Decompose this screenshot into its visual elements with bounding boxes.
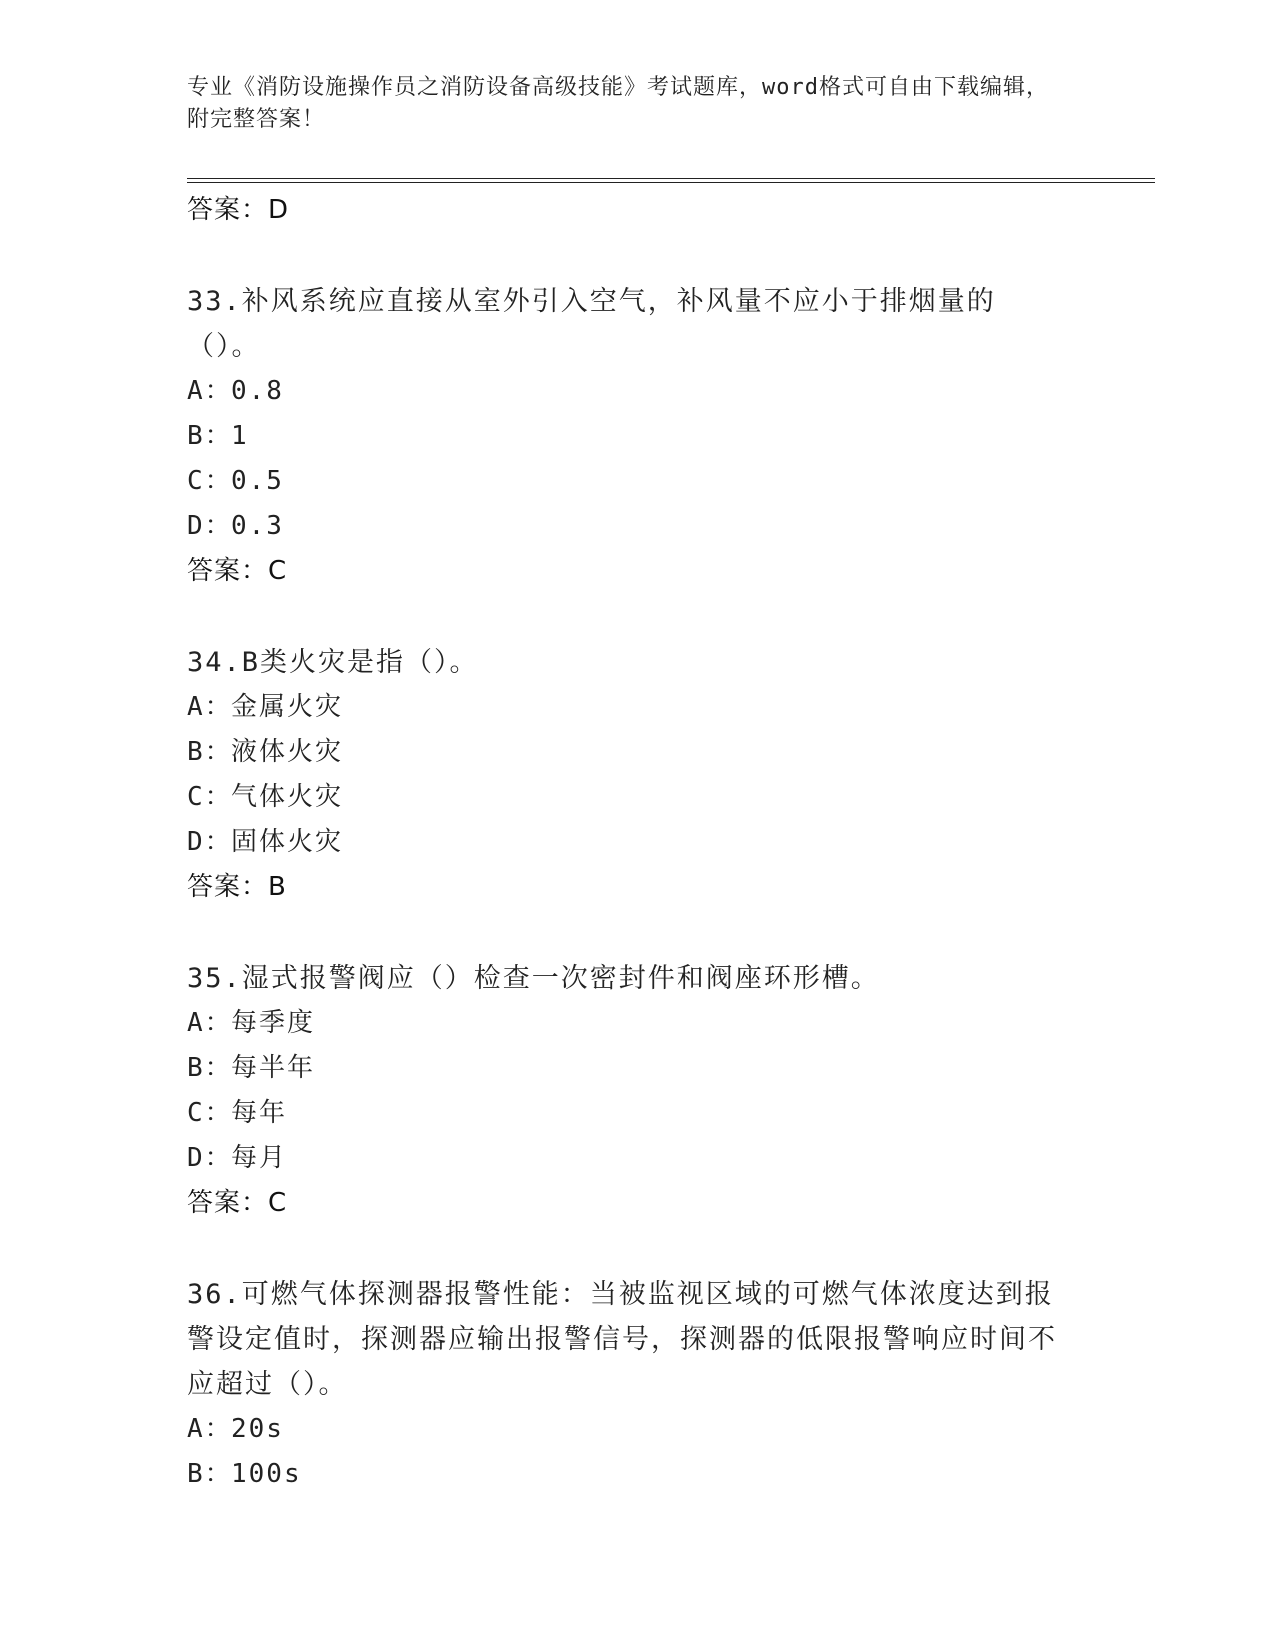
spacer xyxy=(187,910,1087,956)
question-text: 36.可燃气体探测器报警性能：当被监视区域的可燃气体浓度达到报警设定值时，探测器应输出报警信号，探测器的低限报警响应时间不应超过（）。 xyxy=(187,1279,1057,1400)
option-key: A： xyxy=(187,1008,233,1038)
option-key: B： xyxy=(187,421,233,451)
option-key: C： xyxy=(187,782,233,812)
option-a xyxy=(187,1407,1087,1452)
option-key: D： xyxy=(187,1143,233,1173)
document-header: 专业《消防设施操作员之消防设备高级技能》考试题库，word格式可自由下载编辑，附完整答案！ xyxy=(187,75,1049,132)
question-text: 33.补风系统应直接从室外引入空气，补风量不应小于排烟量的（）。 xyxy=(187,286,996,362)
header-divider-top xyxy=(187,178,1155,179)
option-key: A： xyxy=(187,1414,233,1444)
option-key: A： xyxy=(187,376,233,406)
option-c xyxy=(187,775,1087,820)
answer-line: 答案：C xyxy=(187,556,288,586)
option-value: 固体火灾 xyxy=(231,827,344,857)
option-key: D： xyxy=(187,511,233,541)
option-value: 1 xyxy=(231,421,249,451)
option-b xyxy=(187,730,1087,775)
option-value: 每半年 xyxy=(231,1053,316,1083)
question-list xyxy=(187,188,1087,1497)
option-d xyxy=(187,820,1087,865)
option-d xyxy=(187,1136,1087,1181)
option-value: 每季度 xyxy=(231,1008,316,1038)
option-key: B： xyxy=(187,737,233,767)
question-text: 35.湿式报警阀应（）检查一次密封件和阀座环形槽。 xyxy=(187,963,880,994)
option-value: 金属火灾 xyxy=(231,692,344,722)
option-c xyxy=(187,1091,1087,1136)
option-value: 0.5 xyxy=(231,466,284,496)
option-key: B： xyxy=(187,1459,233,1489)
option-value: 0.3 xyxy=(231,511,284,541)
option-b xyxy=(187,1046,1087,1091)
spacer xyxy=(187,1226,1087,1272)
answer-line: 答案：C xyxy=(187,1188,288,1218)
spacer xyxy=(187,233,1087,279)
option-key: D： xyxy=(187,827,233,857)
option-key: C： xyxy=(187,466,233,496)
option-c xyxy=(187,459,1087,504)
option-a xyxy=(187,369,1087,414)
question-text: 34.B类火灾是指（）。 xyxy=(187,647,479,678)
option-value: 20s xyxy=(231,1414,284,1444)
option-value: 液体火灾 xyxy=(231,737,344,767)
option-value: 100s xyxy=(231,1459,302,1489)
header-divider-bottom xyxy=(187,182,1155,183)
spacer xyxy=(187,594,1087,640)
option-a xyxy=(187,685,1087,730)
option-key: C： xyxy=(187,1098,233,1128)
option-value: 气体火灾 xyxy=(231,782,344,812)
option-b xyxy=(187,414,1087,459)
option-value: 每月 xyxy=(231,1143,288,1173)
option-value: 0.8 xyxy=(231,376,284,406)
option-key: A： xyxy=(187,692,233,722)
option-key: B： xyxy=(187,1053,233,1083)
answer-line: 答案：B xyxy=(187,872,287,902)
answer-line: 答案：D xyxy=(187,195,290,225)
option-a xyxy=(187,1001,1087,1046)
option-b xyxy=(187,1452,1087,1497)
option-value: 每年 xyxy=(231,1098,288,1128)
option-d xyxy=(187,504,1087,549)
